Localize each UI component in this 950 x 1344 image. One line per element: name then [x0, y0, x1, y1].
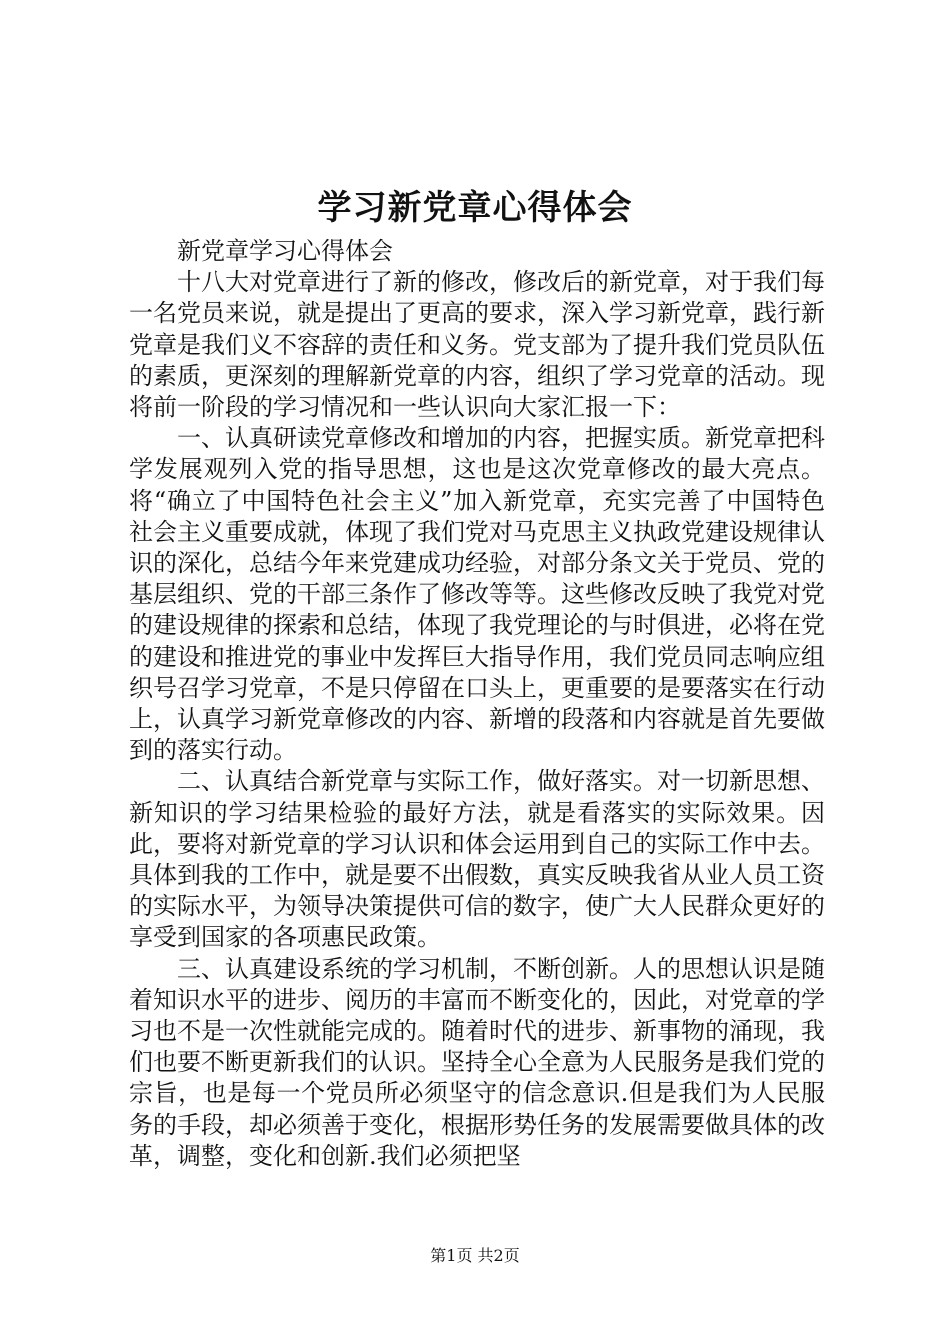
paragraph-section-3: 三、认真建设系统的学习机制，不断创新。人的思想认识是随着知识水平的进步、阅历的丰富而不断变化的，因此，对党章的学习也不是一次性就能完成的。随着时代的进步、新事物的涌现，我们也要不断更新我们的认识。坚持全心全意为人民服务是我们党的宗旨，也是每一个党员所必须坚守的信念意识.但是我们为人民服务的手段，却必须善于变化，根据形势任务的发展需要做具体的改革，调整，变化和创新.我们必须把坚	[129, 954, 825, 1170]
document-body	[129, 236, 825, 1172]
paragraph-subtitle: 新党章学习心得体会	[177, 237, 393, 265]
paragraph-section-2: 二、认真结合新党章与实际工作，做好落实。对一切新思想、新知识的学习结果检验的最好方法，就是看落实的实际效果。因此，要将对新党章的学习认识和体会运用到自己的实际工作中去。具体到我的工作中，就是要不出假数，真实反映我省从业人员工资的实际水平，为领导决策提供可信的数字，使广大人民群众更好的享受到国家的各项惠民政策。	[129, 767, 825, 952]
document-title: 学习新党章心得体会	[317, 188, 633, 228]
paragraph-section-1: 一、认真研读党章修改和增加的内容，把握实质。新党章把科学发展观列入党的指导思想，这也是这次党章修改的最大亮点。将“确立了中国特色社会主义”加入新党章，充实完善了中国特色社会主义重要成就，体现了我们党对马克思主义执政党建设规律认识的深化，总结今年来党建成功经验，对部分条文关于党员、党的基层组织、党的干部三条作了修改等等。这些修改反映了我党对党的建设规律的探索和总结，体现了我党理论的与时俱进，必将在党的建设和推进党的事业中发挥巨大指导作用，我们党员同志响应组织号召学习党章，不是只停留在口头上，更重要的是要落实在行动上，认真学习新党章修改的内容、新增的段落和内容就是首先要做到的落实行动。	[129, 424, 825, 765]
paragraph-intro: 十八大对党章进行了新的修改，修改后的新党章，对于我们每一名党员来说，就是提出了更高的要求，深入学习新党章，践行新党章是我们义不容辞的责任和义务。党支部为了提升我们党员队伍的素质，更深刻的理解新党章的内容，组织了学习党章的活动。现将前一阶段的学习情况和一些认识向大家汇报一下：	[129, 268, 825, 422]
page-number-footer: 第1页 共2页	[430, 1246, 520, 1265]
